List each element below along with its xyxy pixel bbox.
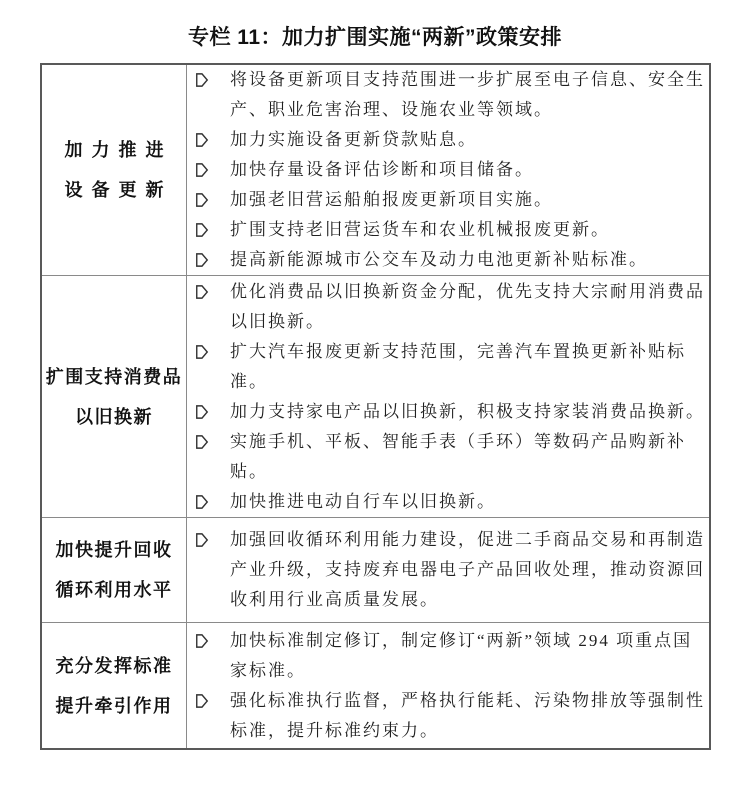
arrow-right-outline-icon bbox=[195, 693, 209, 709]
bullet-text: 加快存量设备评估诊断和项目储备。 bbox=[230, 160, 534, 179]
row-content-cell bbox=[187, 276, 710, 517]
bullet-text: 将设备更新项目支持范围进一步扩展至电子信息、安全生产、职业危害治理、设施农业等领域。 bbox=[230, 70, 705, 119]
arrow-right-outline-icon bbox=[195, 494, 209, 510]
bullet-text: 提高新能源城市公交车及动力电池更新补贴标准。 bbox=[230, 250, 648, 269]
list-item bbox=[195, 487, 710, 517]
bullet-text: 加快推进电动自行车以旧换新。 bbox=[230, 491, 496, 511]
bullet-text: 扩大汽车报废更新支持范围，完善汽车置换更新补贴标准。 bbox=[230, 341, 686, 391]
bullet-text: 加快标准制定修订，制定修订“两新”领域 294 项重点国家标准。 bbox=[230, 630, 693, 680]
arrow-right-outline-icon bbox=[195, 404, 209, 420]
bullet-list bbox=[195, 65, 710, 275]
bullet-text: 强化标准执行监督，严格执行能耗、污染物排放等强制性标准，提升标准约束力。 bbox=[230, 690, 705, 740]
bullet-text: 加力实施设备更新贷款贴息。 bbox=[230, 130, 477, 149]
bullet-text: 加强老旧营运船舶报废更新项目实施。 bbox=[230, 190, 553, 209]
table-row-recycling bbox=[42, 518, 709, 623]
row-header-consumer-trade-in bbox=[42, 276, 187, 517]
list-item bbox=[195, 185, 710, 215]
row-header-line: 设备更新 bbox=[64, 180, 173, 200]
row-content-cell bbox=[187, 518, 710, 622]
bullet-list bbox=[195, 277, 710, 517]
arrow-right-outline-icon bbox=[195, 344, 209, 360]
list-item bbox=[195, 626, 710, 686]
list-item bbox=[195, 525, 710, 615]
bullet-list bbox=[195, 626, 710, 746]
list-item bbox=[195, 427, 710, 487]
bullet-text: 优化消费品以旧换新资金分配，优先支持大宗耐用消费品以旧换新。 bbox=[230, 281, 705, 331]
bullet-text: 扩围支持老旧营运货车和农业机械报废更新。 bbox=[230, 220, 610, 239]
bullet-text: 实施手机、平板、智能手表（手环）等数码产品购新补贴。 bbox=[230, 431, 686, 481]
bullet-text: 加强回收循环利用能力建设，促进二手商品交易和再制造产业升级，支持废弃电器电子产品回收处理，推动资源回收利用行业高质量发展。 bbox=[230, 530, 705, 609]
row-header-recycling bbox=[42, 518, 187, 622]
row-header-line: 加力推进 bbox=[64, 140, 173, 160]
row-content-cell bbox=[187, 623, 710, 748]
row-header-line: 加快提升回收 bbox=[55, 540, 173, 560]
list-item bbox=[195, 215, 710, 245]
list-item bbox=[195, 277, 710, 337]
arrow-right-outline-icon bbox=[195, 284, 209, 300]
row-header-line: 提升牵引作用 bbox=[55, 695, 173, 716]
arrow-right-outline-icon bbox=[195, 252, 209, 268]
arrow-right-outline-icon bbox=[195, 633, 209, 649]
bullet-text: 加力支持家电产品以旧换新，积极支持家装消费品换新。 bbox=[230, 401, 705, 421]
arrow-right-outline-icon bbox=[195, 532, 209, 548]
arrow-right-outline-icon bbox=[195, 72, 209, 88]
list-item bbox=[195, 337, 710, 397]
arrow-right-outline-icon bbox=[195, 434, 209, 450]
list-item bbox=[195, 686, 710, 746]
row-header-standards bbox=[42, 623, 187, 748]
row-header-equipment-renewal bbox=[42, 65, 187, 275]
arrow-right-outline-icon bbox=[195, 222, 209, 238]
list-item bbox=[195, 155, 710, 185]
table-row-consumer-trade-in bbox=[42, 276, 709, 518]
row-header-line: 以旧换新 bbox=[75, 406, 153, 427]
page-title: 专栏 11：加力扩围实施“两新”政策安排 bbox=[187, 26, 563, 49]
arrow-right-outline-icon bbox=[195, 132, 209, 148]
arrow-right-outline-icon bbox=[195, 162, 209, 178]
list-item bbox=[195, 397, 710, 427]
bullet-list bbox=[195, 525, 710, 615]
row-header-line: 循环利用水平 bbox=[55, 580, 173, 600]
row-header-line: 扩围支持消费品 bbox=[45, 366, 183, 387]
table-row-equipment-renewal bbox=[42, 65, 709, 276]
list-item bbox=[195, 125, 710, 155]
arrow-right-outline-icon bbox=[195, 192, 209, 208]
list-item bbox=[195, 65, 710, 125]
policy-table bbox=[40, 63, 711, 750]
row-content-cell bbox=[187, 65, 710, 275]
table-row-standards bbox=[42, 623, 709, 748]
list-item bbox=[195, 245, 710, 275]
row-header-line: 充分发挥标准 bbox=[55, 655, 173, 676]
